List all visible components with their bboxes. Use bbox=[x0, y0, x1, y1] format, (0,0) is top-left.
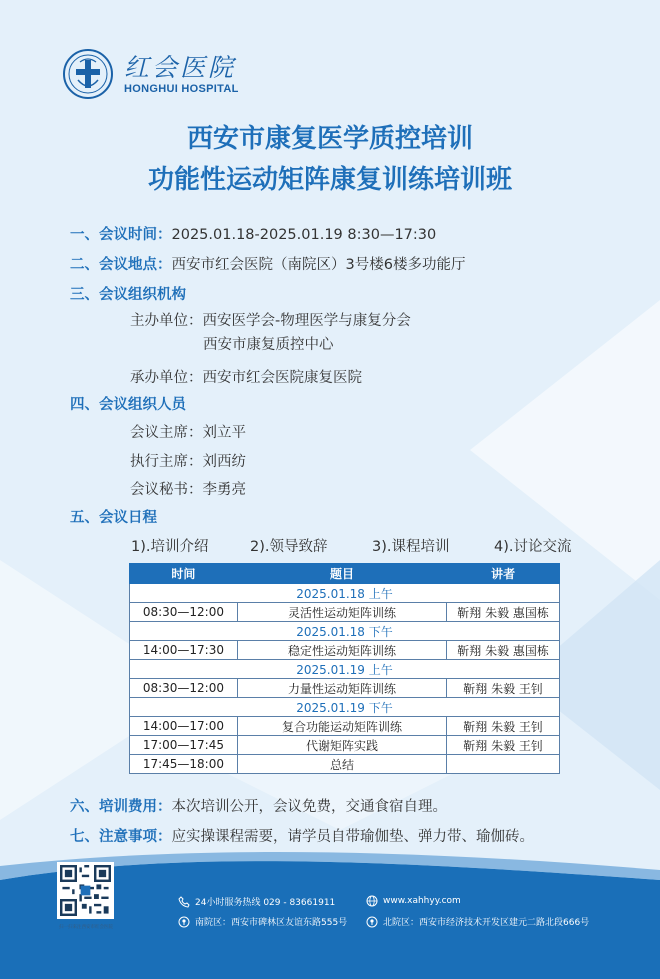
organizer-label: 承办单位： bbox=[130, 370, 203, 386]
place-value: 西安市红会医院（南院区）3号楼6楼多功能厅 bbox=[171, 257, 466, 273]
schedule-header-row bbox=[130, 564, 560, 584]
date-cell: 2025.01.18 上午 bbox=[130, 584, 560, 603]
host-value-1: 西安医学会-物理医学与康复分会 bbox=[202, 313, 411, 329]
page-title-line1: 西安市康复医学质控培训 bbox=[186, 124, 473, 154]
date-cell: 2025.01.19 上午 bbox=[130, 660, 560, 679]
table-row bbox=[130, 736, 560, 755]
table-row bbox=[130, 641, 560, 660]
host-label: 主办单位： bbox=[130, 313, 203, 329]
staff-heading: 四、会议组织人员 bbox=[70, 397, 186, 413]
website bbox=[366, 895, 461, 907]
hotline bbox=[178, 895, 335, 908]
speaker-cell: 靳翔 朱毅 王钊 bbox=[447, 679, 560, 698]
time-cell: 08:30—12:00 bbox=[130, 679, 238, 698]
hospital-emblem-icon bbox=[62, 48, 114, 100]
qr-code-icon bbox=[60, 865, 111, 916]
section-fee bbox=[70, 795, 447, 816]
date-cell: 2025.01.19 下午 bbox=[130, 698, 560, 717]
topic-cell: 代谢矩阵实践 bbox=[237, 736, 446, 755]
table-row bbox=[130, 622, 560, 641]
qr-code[interactable] bbox=[57, 862, 114, 919]
exec-chair: 执行主席：刘西纺 bbox=[130, 454, 246, 470]
time-value: 2025.01.18-2025.01.19 8:30—17:30 bbox=[171, 227, 437, 243]
time-cell: 17:45—18:00 bbox=[130, 755, 238, 774]
time-cell: 17:00—17:45 bbox=[130, 736, 238, 755]
location-icon bbox=[366, 916, 378, 928]
section-agenda bbox=[70, 506, 157, 527]
speaker-cell: 靳翔 朱毅 惠国栋 bbox=[447, 641, 560, 660]
topic-cell: 力量性运动矩阵训练 bbox=[237, 679, 446, 698]
speaker-cell: 靳翔 朱毅 王钊 bbox=[447, 736, 560, 755]
topic-cell: 稳定性运动矩阵训练 bbox=[237, 641, 446, 660]
logo-name-cn: 红会医院 bbox=[124, 52, 237, 82]
table-row bbox=[130, 679, 560, 698]
org-heading: 三、会议组织机构 bbox=[70, 287, 186, 303]
organizer-value: 西安市红会医院康复医院 bbox=[202, 370, 362, 386]
table-row bbox=[130, 603, 560, 622]
speaker-cell: 靳翔 朱毅 王钊 bbox=[447, 717, 560, 736]
time-cell: 08:30—12:00 bbox=[130, 603, 238, 622]
topic-cell: 灵活性运动矩阵训练 bbox=[237, 603, 446, 622]
globe-icon bbox=[366, 895, 378, 907]
secretary: 会议秘书：李勇亮 bbox=[130, 482, 246, 498]
phone-icon bbox=[178, 896, 190, 908]
north-campus-text: 北院区：西安市经济技术开发区建元二路北段666号 bbox=[383, 918, 590, 928]
qr-caption: 扫一扫来注西安市红会医院 bbox=[58, 924, 113, 930]
table-row bbox=[130, 717, 560, 736]
agenda-item-1: 1).培训介绍 bbox=[131, 539, 209, 555]
website-text[interactable]: www.xahhyy.com bbox=[383, 896, 461, 906]
header-topic: 题目 bbox=[237, 564, 446, 584]
place-heading: 二、会议地点： bbox=[70, 257, 172, 273]
hotline-text: 24小时服务热线 029 - 83661911 bbox=[195, 898, 336, 908]
time-cell: 14:00—17:30 bbox=[130, 641, 238, 660]
speaker-cell bbox=[447, 755, 560, 774]
south-campus-text: 南院区：西安市碑林区友谊东路555号 bbox=[195, 918, 348, 928]
agenda-item-2: 2).领导致辞 bbox=[250, 539, 328, 555]
schedule-table bbox=[129, 563, 560, 774]
logo-name-en: HONGHUI HOSPITAL bbox=[124, 82, 239, 95]
agenda-heading: 五、会议日程 bbox=[70, 510, 157, 526]
topic-cell: 总结 bbox=[237, 755, 446, 774]
organizer-row bbox=[130, 366, 362, 387]
table-row bbox=[130, 584, 560, 603]
table-row bbox=[130, 660, 560, 679]
speaker-cell: 靳翔 朱毅 惠国栋 bbox=[447, 603, 560, 622]
host-row bbox=[130, 309, 411, 330]
section-staff bbox=[70, 393, 186, 414]
time-heading: 一、会议时间： bbox=[70, 227, 172, 243]
header-time: 时间 bbox=[130, 564, 238, 584]
chair: 会议主席：刘立平 bbox=[130, 425, 246, 441]
page-title-line2: 功能性运动矩阵康复训练培训班 bbox=[147, 165, 512, 195]
agenda-item-3: 3).课程培训 bbox=[372, 539, 450, 555]
time-cell: 14:00—17:00 bbox=[130, 717, 238, 736]
fee-heading: 六、培训费用： bbox=[70, 799, 172, 815]
table-row bbox=[130, 698, 560, 717]
section-place bbox=[70, 253, 465, 274]
section-time bbox=[70, 223, 436, 244]
south-campus bbox=[178, 915, 347, 928]
section-org bbox=[70, 283, 186, 304]
agenda-item-4: 4).讨论交流 bbox=[494, 539, 572, 555]
fee-value: 本次培训公开，会议免费，交通食宿自理。 bbox=[171, 799, 447, 815]
hospital-logo bbox=[62, 48, 239, 100]
host-value-2: 西安市康复质控中心 bbox=[203, 337, 334, 353]
notes-heading: 七、注意事项： bbox=[70, 829, 172, 845]
date-cell: 2025.01.18 下午 bbox=[130, 622, 560, 641]
north-campus bbox=[366, 915, 589, 928]
table-row bbox=[130, 755, 560, 774]
header-speaker: 讲者 bbox=[447, 564, 560, 584]
topic-cell: 复合功能运动矩阵训练 bbox=[237, 717, 446, 736]
notes-value: 应实操课程需要，请学员自带瑜伽垫、弹力带、瑜伽砖。 bbox=[171, 829, 534, 845]
location-icon bbox=[178, 916, 190, 928]
section-notes bbox=[70, 825, 534, 846]
